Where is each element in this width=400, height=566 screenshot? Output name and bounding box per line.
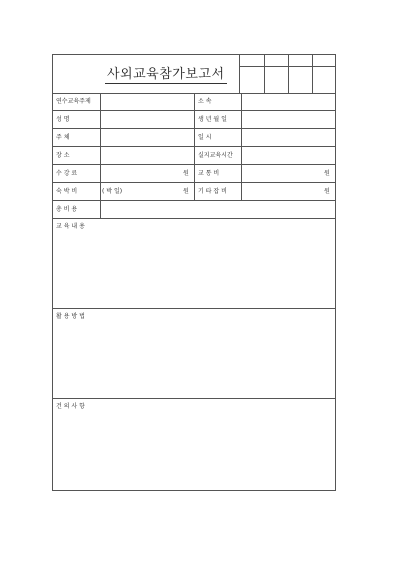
dept-label: 소 속: [198, 98, 212, 105]
place-label: 장 소: [56, 152, 70, 159]
row-total: [53, 201, 335, 219]
fee-label: 수 강 료: [56, 170, 78, 177]
section-content[interactable]: [53, 219, 335, 309]
total-field[interactable]: [101, 201, 335, 218]
birth-label: 생 년 월 일: [198, 116, 227, 123]
transport-label: 교 통 비: [198, 170, 220, 177]
row-fee: [53, 165, 335, 183]
total-label: 총 비 용: [56, 206, 78, 213]
place-field[interactable]: [101, 147, 194, 164]
section-usage[interactable]: [53, 309, 335, 399]
lodging-currency: 원: [183, 188, 189, 195]
row-host: [53, 129, 335, 147]
section-suggestion[interactable]: [53, 399, 335, 490]
date-label: 일 시: [198, 134, 212, 141]
transport-field[interactable]: [242, 165, 335, 182]
hours-label: 실지교육시간: [198, 152, 233, 159]
birth-field[interactable]: [242, 111, 335, 128]
row-lodging: [53, 183, 335, 201]
row-place: [53, 147, 335, 165]
other-field[interactable]: [242, 183, 335, 200]
lodging-label: 숙 박 비: [56, 188, 78, 195]
other-currency: 원: [324, 188, 330, 195]
usage-label: 활 용 방 법: [56, 313, 85, 320]
row-name: [53, 111, 335, 129]
lodging-detail: ( 박 일): [102, 188, 123, 195]
approval-box: [239, 55, 336, 93]
title-row: [53, 55, 335, 94]
content-label: 교 육 내 용: [56, 223, 85, 230]
dept-field[interactable]: [242, 93, 335, 110]
education-report-form: [52, 54, 336, 491]
fee-currency: 원: [183, 170, 189, 177]
fee-field[interactable]: [101, 165, 194, 182]
hours-field[interactable]: [242, 147, 335, 164]
transport-currency: 원: [324, 170, 330, 177]
date-field[interactable]: [242, 129, 335, 146]
other-label: 기 타 잡 비: [198, 188, 227, 195]
name-label: 성 명: [56, 116, 70, 123]
name-field[interactable]: [101, 111, 194, 128]
topic-label: 연수교육주제: [56, 98, 91, 105]
host-label: 주 체: [56, 134, 70, 141]
topic-field[interactable]: [101, 93, 194, 110]
row-topic: [53, 93, 335, 111]
form-title: 사외교육참가보고서: [105, 63, 227, 84]
host-field[interactable]: [101, 129, 194, 146]
suggestion-label: 건 의 사 항: [56, 403, 85, 410]
